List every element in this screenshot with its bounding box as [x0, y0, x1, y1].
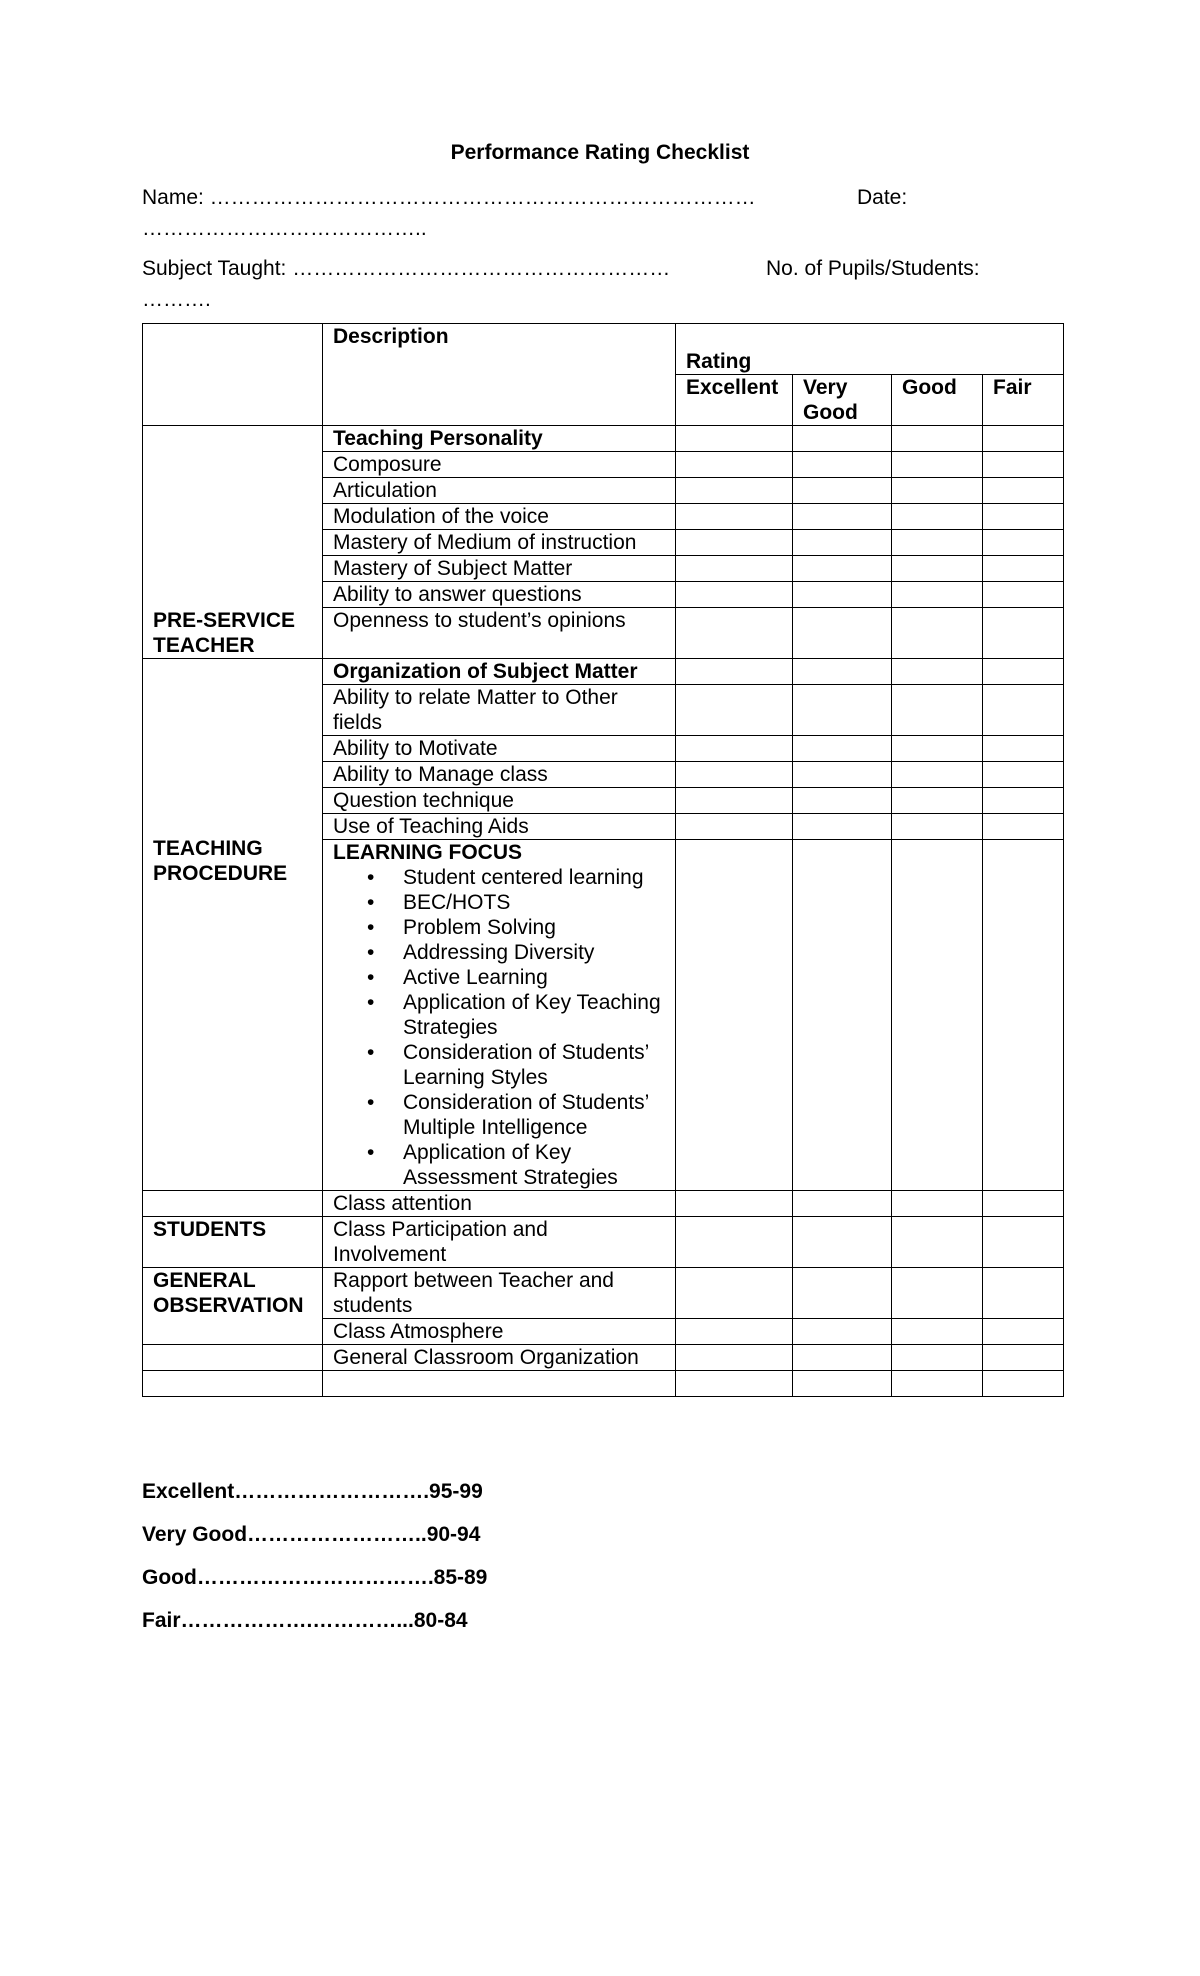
page-title: Performance Rating Checklist: [450, 141, 750, 164]
rating-cell[interactable]: [676, 736, 793, 762]
rating-table: [142, 323, 1064, 1397]
rating-column-excellent: Excellent: [676, 375, 793, 426]
rating-cell[interactable]: [983, 530, 1064, 556]
rating-cell[interactable]: [793, 814, 892, 840]
rating-cell[interactable]: [676, 530, 793, 556]
rating-cell[interactable]: [892, 840, 983, 1191]
pupils-field-label: No. of Pupils/Students:: [766, 257, 980, 280]
rating-column-fair: Fair: [983, 375, 1064, 426]
row-description: Mastery of Medium of instruction: [323, 530, 676, 556]
rating-cell[interactable]: [793, 608, 892, 659]
rating-cell[interactable]: [983, 762, 1064, 788]
rating-cell[interactable]: [793, 1371, 892, 1397]
learning-focus-cell: [323, 840, 676, 1191]
row-description: General Classroom Organization: [323, 1345, 676, 1371]
row-description: Ability to Manage class: [323, 762, 676, 788]
rating-cell[interactable]: [676, 1268, 793, 1319]
rating-cell[interactable]: [983, 1191, 1064, 1217]
date-field-label: Date:: [857, 186, 908, 209]
rating-cell[interactable]: [793, 478, 892, 504]
rating-cell[interactable]: [793, 1191, 892, 1217]
rating-cell[interactable]: [676, 426, 793, 452]
table-row: [143, 1345, 1064, 1371]
name-field-label: Name: ……………………………………………………………………: [142, 186, 756, 209]
scale-good: Good…………………………….85-89: [142, 1566, 488, 1589]
rating-cell[interactable]: [892, 504, 983, 530]
scale-fair: Fair……………….…………...80-84: [142, 1609, 468, 1632]
rating-cell[interactable]: [676, 452, 793, 478]
row-description: Class attention: [323, 1191, 676, 1217]
rating-cell[interactable]: [983, 478, 1064, 504]
rating-cell[interactable]: [676, 814, 793, 840]
rating-cell[interactable]: [676, 1217, 793, 1268]
rating-cell[interactable]: [676, 1371, 793, 1397]
rating-column-good: Good: [892, 375, 983, 426]
rating-cell[interactable]: [983, 582, 1064, 608]
list-item: • BEC/HOTS: [403, 890, 665, 915]
rating-cell[interactable]: [892, 608, 983, 659]
rating-cell[interactable]: [892, 1268, 983, 1319]
rating-cell[interactable]: [676, 685, 793, 736]
empty-cell: [143, 1371, 323, 1397]
row-description: Mastery of Subject Matter: [323, 556, 676, 582]
table-row: [143, 426, 1064, 452]
row-description: Question technique: [323, 788, 676, 814]
list-item: • Student centered learning: [403, 865, 665, 890]
list-item: • Consideration of Students’ Learning Styles: [403, 1040, 665, 1090]
rating-cell[interactable]: [793, 426, 892, 452]
learning-focus-list: [333, 865, 665, 1190]
date-field-line: …………………………………..: [142, 217, 427, 240]
rating-column-very-good: Very Good: [793, 375, 892, 426]
rating-cell[interactable]: [676, 1191, 793, 1217]
rating-cell[interactable]: [793, 530, 892, 556]
rating-cell[interactable]: [983, 1217, 1064, 1268]
rating-cell[interactable]: [676, 788, 793, 814]
table-row: [143, 1191, 1064, 1217]
row-description: Use of Teaching Aids: [323, 814, 676, 840]
rating-cell[interactable]: [983, 504, 1064, 530]
rating-cell[interactable]: [892, 788, 983, 814]
rating-cell[interactable]: [676, 840, 793, 1191]
rating-cell[interactable]: [983, 659, 1064, 685]
row-description: Organization of Subject Matter: [323, 659, 676, 685]
table-row: [143, 1217, 1064, 1268]
group-label-pre-service: PRE-SERVICE TEACHER: [143, 426, 323, 659]
group-label-students: STUDENTS: [143, 1217, 323, 1268]
rating-cell[interactable]: [983, 452, 1064, 478]
row-description: Modulation of the voice: [323, 504, 676, 530]
rating-cell[interactable]: [793, 840, 892, 1191]
rating-cell[interactable]: [983, 1319, 1064, 1345]
row-description: Class Atmosphere: [323, 1319, 676, 1345]
list-item: • Consideration of Students’ Multiple Intelligence: [403, 1090, 665, 1140]
rating-cell[interactable]: [793, 685, 892, 736]
subject-field-label: Subject Taught: ………………………………………………: [142, 257, 671, 280]
rating-cell[interactable]: [892, 1217, 983, 1268]
scale-excellent: Excellent……………………….95-99: [142, 1480, 483, 1503]
rating-cell[interactable]: [892, 426, 983, 452]
list-item: • Addressing Diversity: [403, 940, 665, 965]
rating-cell[interactable]: [983, 685, 1064, 736]
rating-cell[interactable]: [983, 1371, 1064, 1397]
rating-cell[interactable]: [676, 582, 793, 608]
rating-cell[interactable]: [983, 608, 1064, 659]
row-description: Openness to student’s opinions: [323, 608, 676, 659]
row-description: Articulation: [323, 478, 676, 504]
rating-cell[interactable]: [676, 659, 793, 685]
rating-header: Rating: [676, 324, 1064, 375]
rating-cell[interactable]: [983, 556, 1064, 582]
rating-cell[interactable]: [892, 478, 983, 504]
group-label-blank: [143, 1191, 323, 1217]
rating-cell[interactable]: [983, 814, 1064, 840]
rating-cell[interactable]: [676, 1345, 793, 1371]
rating-cell[interactable]: [676, 762, 793, 788]
rating-cell[interactable]: [892, 1319, 983, 1345]
rating-cell[interactable]: [793, 1268, 892, 1319]
rating-cell[interactable]: [983, 426, 1064, 452]
table-header-row: [143, 324, 1064, 375]
list-item: • Application of Key Assessment Strategies: [403, 1140, 665, 1190]
rating-cell[interactable]: [892, 1345, 983, 1371]
row-description: Rapport between Teacher and students: [323, 1268, 676, 1319]
rating-cell[interactable]: [676, 1319, 793, 1345]
rating-cell[interactable]: [983, 788, 1064, 814]
row-description: Teaching Personality: [323, 426, 676, 452]
rating-cell[interactable]: [983, 736, 1064, 762]
table-row-empty: [143, 1371, 1064, 1397]
rating-cell[interactable]: [983, 1345, 1064, 1371]
row-description: Ability to answer questions: [323, 582, 676, 608]
rating-cell[interactable]: [892, 814, 983, 840]
list-item: • Problem Solving: [403, 915, 665, 940]
pupils-field-line: ……….: [142, 288, 211, 311]
rating-cell[interactable]: [892, 556, 983, 582]
rating-cell[interactable]: [793, 762, 892, 788]
rating-cell[interactable]: [793, 504, 892, 530]
rating-cell[interactable]: [676, 504, 793, 530]
table-header-blank: [143, 324, 323, 426]
row-description: Class Participation and Involvement: [323, 1217, 676, 1268]
rating-cell[interactable]: [793, 788, 892, 814]
rating-cell[interactable]: [676, 608, 793, 659]
list-item: • Active Learning: [403, 965, 665, 990]
table-row: [143, 1268, 1064, 1319]
row-description: Ability to Motivate: [323, 736, 676, 762]
list-item: • Application of Key Teaching Strategies: [403, 990, 665, 1040]
rating-cell[interactable]: [793, 556, 892, 582]
rating-cell[interactable]: [892, 762, 983, 788]
rating-cell[interactable]: [983, 840, 1064, 1191]
rating-cell[interactable]: [793, 736, 892, 762]
table-row: [143, 659, 1064, 685]
rating-cell[interactable]: [892, 582, 983, 608]
rating-cell[interactable]: [892, 736, 983, 762]
group-label-teaching-procedure: [143, 659, 323, 1191]
description-header: Description: [323, 324, 676, 426]
row-description: Composure: [323, 452, 676, 478]
rating-cell[interactable]: [793, 1217, 892, 1268]
rating-cell[interactable]: [892, 1371, 983, 1397]
group-label-general-observation: GENERAL OBSERVATION: [143, 1268, 323, 1345]
row-description: Ability to relate Matter to Other fields: [323, 685, 676, 736]
scale-very-good: Very Good……………………..90-94: [142, 1523, 481, 1546]
rating-cell[interactable]: [793, 1319, 892, 1345]
rating-cell[interactable]: [892, 1191, 983, 1217]
rating-cell[interactable]: [676, 556, 793, 582]
rating-cell[interactable]: [793, 1345, 892, 1371]
rating-cell[interactable]: [793, 452, 892, 478]
rating-cell[interactable]: [892, 452, 983, 478]
learning-focus-heading: LEARNING FOCUS: [333, 841, 522, 864]
group-label-blank: [143, 1345, 323, 1371]
rating-cell[interactable]: [983, 1268, 1064, 1319]
rating-cell[interactable]: [892, 659, 983, 685]
rating-cell[interactable]: [676, 478, 793, 504]
rating-cell[interactable]: [793, 659, 892, 685]
rating-cell[interactable]: [892, 530, 983, 556]
group-label-text: TEACHING PROCEDURE: [153, 837, 288, 885]
rating-cell[interactable]: [793, 582, 892, 608]
rating-cell[interactable]: [892, 685, 983, 736]
empty-cell[interactable]: [323, 1371, 676, 1397]
